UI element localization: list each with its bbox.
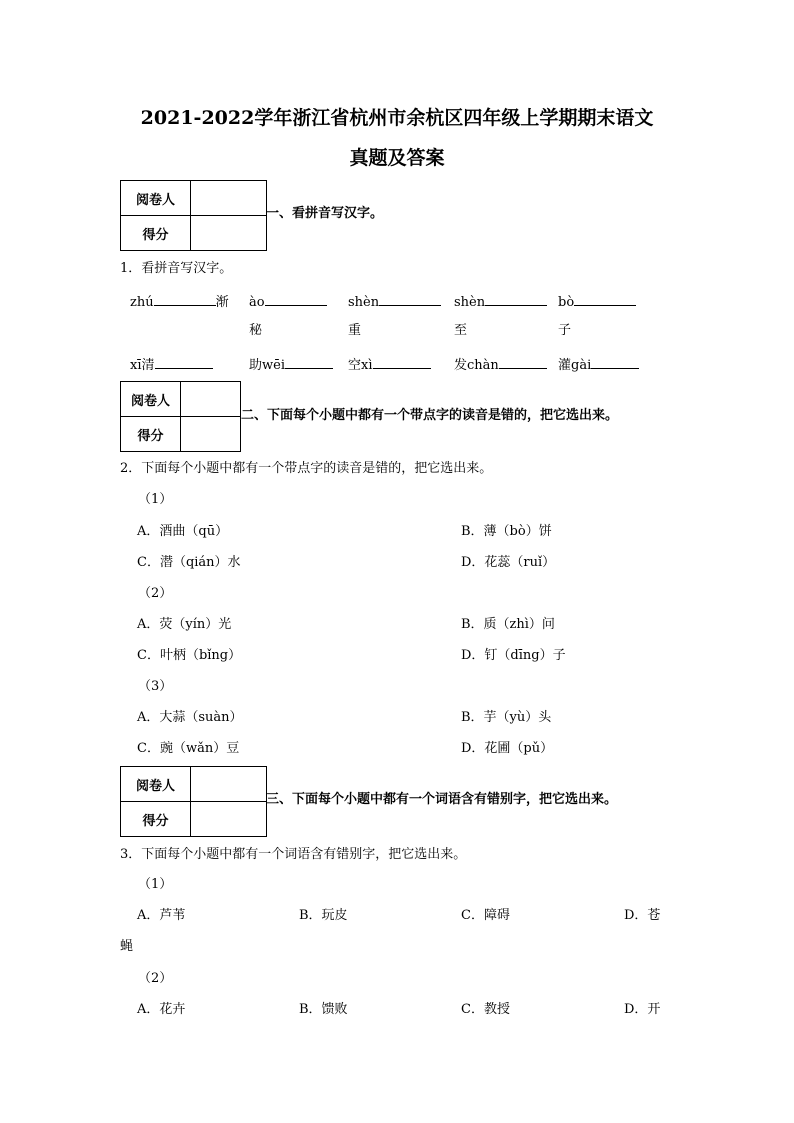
char-item: 秘 — [249, 323, 263, 338]
char-item: 子 — [558, 323, 572, 338]
subquestion-number: （2） — [138, 586, 173, 601]
pinyin-item: xī清 — [130, 356, 213, 374]
doc-title-line2: 真题及答案 — [349, 147, 445, 169]
option-d: D．苍 — [624, 908, 661, 923]
section-heading-3: 三、下面每个小题中都有一个词语含有错别字，把它选出来。 — [266, 792, 618, 807]
pinyin-item: 发chàn — [454, 356, 547, 374]
option-a: A．花卉 — [137, 1002, 186, 1017]
reviewer-cell — [191, 181, 267, 216]
reviewer-cell — [191, 767, 267, 802]
subquestion-number: （2） — [138, 971, 173, 986]
question-3-stem: 3．下面每个小题中都有一个词语含有错别字，把它选出来。 — [120, 847, 467, 862]
score-cell — [191, 216, 267, 251]
option-d: D．钉（dīng）子 — [461, 648, 566, 663]
option-b: B．质（zhì）问 — [461, 617, 555, 632]
subquestion-number: （1） — [138, 492, 173, 507]
question-1-stem: 1．看拼音写汉字。 — [120, 261, 233, 276]
option-d-wrap: 蝇 — [120, 939, 134, 954]
pinyin-item: bò — [558, 293, 636, 311]
pinyin-item: zhú 渐 — [130, 295, 229, 310]
char-item: 重 — [348, 323, 362, 338]
reviewer-label: 阅卷人 — [121, 181, 191, 216]
option-c: C．豌（wǎn）豆 — [137, 741, 240, 756]
pinyin-item: shèn — [348, 293, 441, 311]
option-c: C．叶柄（bǐng） — [137, 648, 242, 663]
reviewer-cell — [181, 382, 241, 417]
pinyin-item: ào — [249, 293, 327, 311]
doc-title-line1: 2021-2022学年浙江省杭州市余杭区四年级上学期期末语文 — [140, 107, 654, 129]
option-c: C．障碍 — [461, 908, 510, 923]
score-box-1 — [120, 180, 267, 251]
option-d: D．花圃（pǔ） — [461, 741, 554, 756]
option-d: D．花蕊（ruǐ） — [461, 555, 556, 570]
question-2-stem: 2．下面每个小题中都有一个带点字的读音是错的，把它选出来。 — [120, 461, 493, 476]
option-a: A．酒曲（qū） — [137, 524, 229, 539]
option-c: C．潜（qián）水 — [137, 555, 241, 570]
pinyin-item: 灌gài — [558, 356, 639, 374]
score-label: 得分 — [121, 802, 191, 837]
score-cell — [191, 802, 267, 837]
option-d: D．开 — [624, 1002, 661, 1017]
reviewer-label: 阅卷人 — [121, 382, 181, 417]
score-box-2 — [120, 381, 241, 452]
reviewer-label: 阅卷人 — [121, 767, 191, 802]
option-a: A．芦苇 — [137, 908, 186, 923]
score-box-3 — [120, 766, 267, 837]
section-heading-2: 二、下面每个小题中都有一个带点字的读音是错的，把它选出来。 — [241, 408, 619, 423]
pinyin-item: shèn — [454, 293, 547, 311]
option-b: B．馈败 — [299, 1002, 348, 1017]
option-a: A．大蒜（suàn） — [137, 710, 243, 725]
subquestion-number: （3） — [138, 679, 173, 694]
pinyin-item: 助wēi — [249, 356, 333, 374]
section-heading-1: 一、看拼音写汉字。 — [266, 206, 384, 221]
option-c: C．教授 — [461, 1002, 510, 1017]
score-label: 得分 — [121, 417, 181, 452]
char-item: 至 — [454, 323, 468, 338]
option-b: B．芋（yù）头 — [461, 710, 552, 725]
subquestion-number: （1） — [138, 877, 173, 892]
pinyin-item: 空xì — [348, 356, 431, 374]
score-label: 得分 — [121, 216, 191, 251]
score-cell — [181, 417, 241, 452]
option-b: B．薄（bò）饼 — [461, 524, 552, 539]
option-a: A．荧（yín）光 — [137, 617, 232, 632]
option-b: B．玩皮 — [299, 908, 348, 923]
